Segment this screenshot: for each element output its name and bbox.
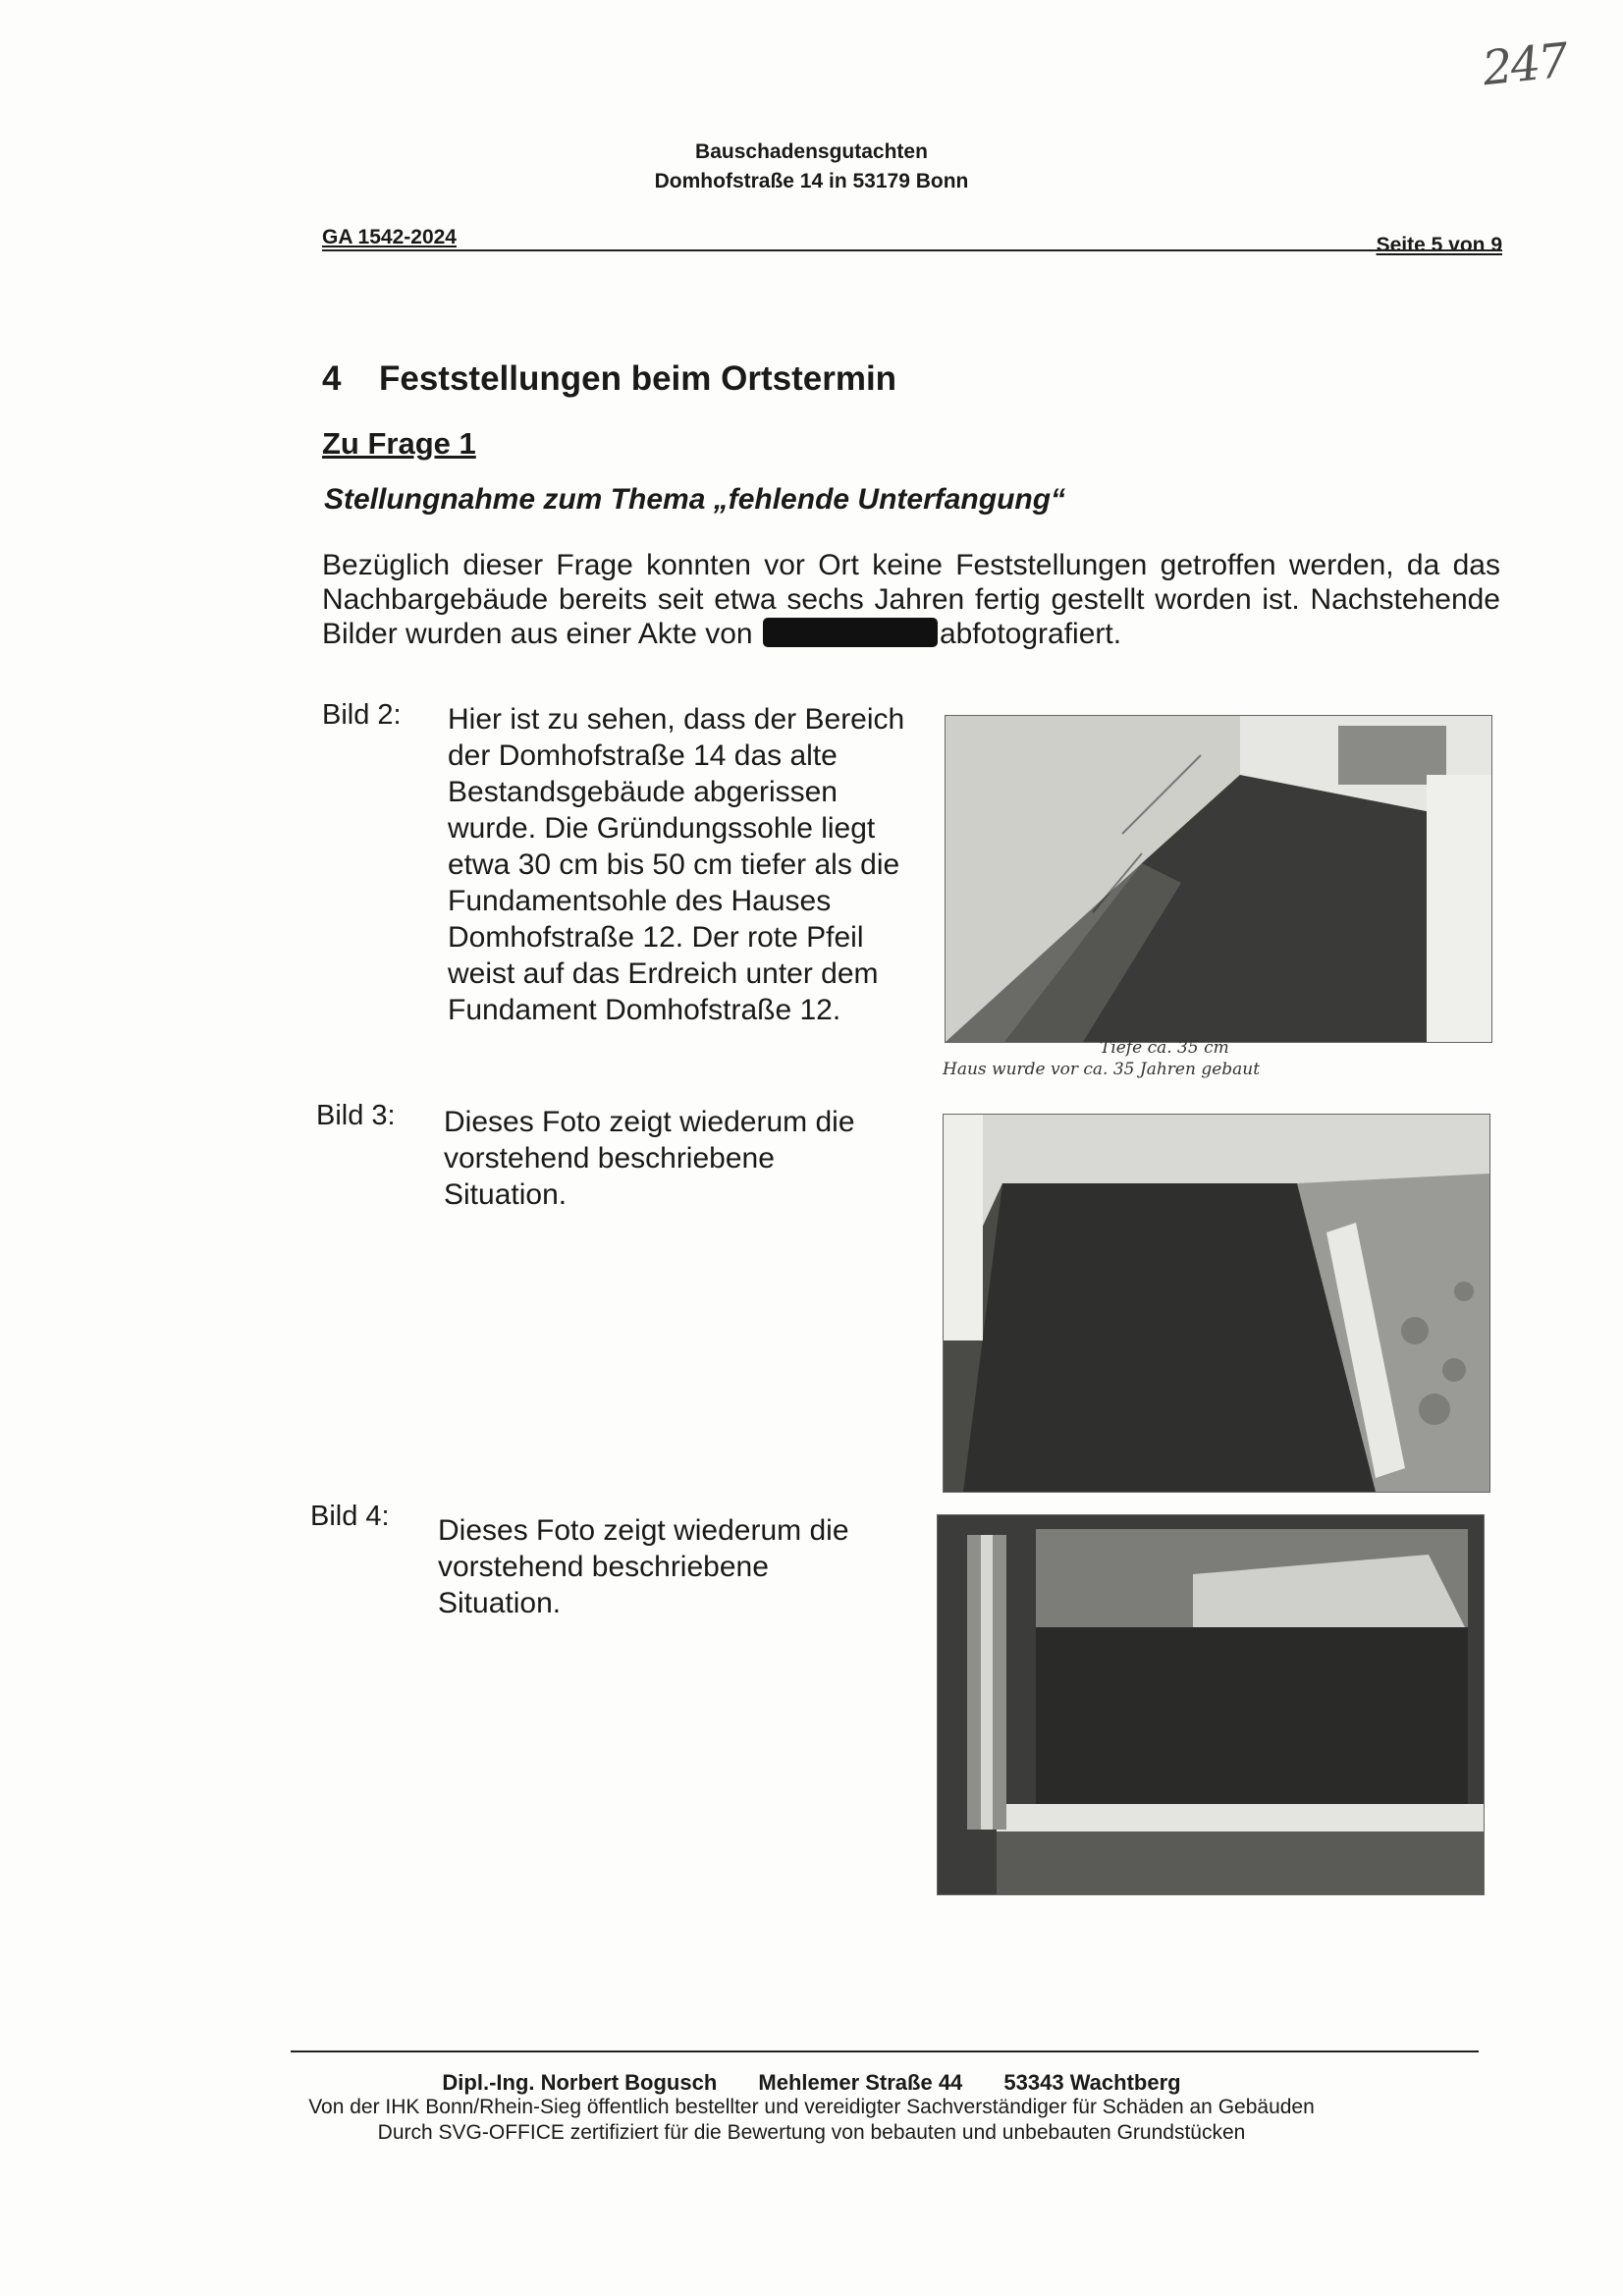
intro-text: Bezüglich dieser Frage konnten vor Ort keine Feststellungen getroffen werden, da das Nachbargebäude bereits seit etwa sechs Jahren fertig gestellt worden ist. Nachstehende Bilder wurden aus einer Akte von — [322, 549, 1500, 650]
report-reference: GA 1542-2024 — [322, 226, 457, 248]
header-address: Domhofstraße 14 in 53179 Bonn — [654, 170, 969, 192]
document-header — [0, 137, 1623, 196]
caption-line: Haus wurde vor ca. 35 Jahren gebaut — [943, 1060, 1261, 1079]
intro-text-end: abfotografiert. — [939, 618, 1122, 650]
footer-certification: Durch SVG-OFFICE zertifiziert für die Bewertung von bebauten und unbebauten Grundstücken — [377, 2121, 1246, 2144]
header-title: Bauschadensgutachten — [695, 140, 928, 163]
question-subheading: Zu Frage 1 — [322, 426, 476, 461]
expert-name: Dipl.-Ing. Norbert Bogusch — [442, 2070, 718, 2095]
figure-description: Dieses Foto zeigt wiederum die vorstehend beschriebene Situation. — [444, 1106, 855, 1211]
figure-label: Bild 2: — [322, 699, 402, 731]
figure-label: Bild 4: — [310, 1501, 390, 1532]
page-number: Seite 5 von 9 — [1376, 234, 1502, 256]
photo-foundation-edge — [943, 1114, 1490, 1493]
footer-accreditation: Von der IHK Bonn/Rhein-Sieg öffentlich bestellter und vereidigter Sachverständiger für Schäden an Gebäuden — [308, 2096, 1315, 2118]
expert-street: Mehlemer Straße 44 — [758, 2070, 963, 2095]
photo-foundation-section — [937, 1514, 1485, 1895]
expert-city: 53343 Wachtberg — [1003, 2070, 1181, 2095]
caption-line: Tiefe ca. 35 cm — [1100, 1038, 1229, 1058]
figure-label: Bild 3: — [316, 1100, 396, 1131]
section-heading — [322, 359, 896, 399]
footer-rule — [291, 2050, 1479, 2052]
intro-paragraph — [322, 548, 1500, 651]
section-number: 4 — [322, 359, 342, 398]
footer-contact — [0, 2070, 1623, 2096]
handwritten-page-number: 247 — [1480, 32, 1570, 97]
figure-description: Dieses Foto zeigt wiederum die vorstehend beschriebene Situation. — [438, 1514, 849, 1619]
section-title: Feststellungen beim Ortstermin — [379, 359, 897, 398]
handwritten-photo-caption — [943, 1037, 1492, 1080]
photo-excavation-trench — [945, 715, 1492, 1043]
header-rule — [322, 249, 1502, 251]
redaction-bar — [763, 618, 938, 647]
topic-heading: Stellungnahme zum Thema „fehlende Unterfangung“ — [324, 483, 1066, 516]
figure-description: Hier ist zu sehen, dass der Bereich der Domhofstraße 14 das alte Bestandsgebäude abgerissen wurde. Die Gründungssohle liegt etwa 30 cm bis 50 cm tiefer als die Fundamentsohle des Hauses Domhofstraße 12. Der rote Pfeil weist auf das Erdreich unter dem Fundament Domhofstraße 12. — [448, 703, 905, 1026]
